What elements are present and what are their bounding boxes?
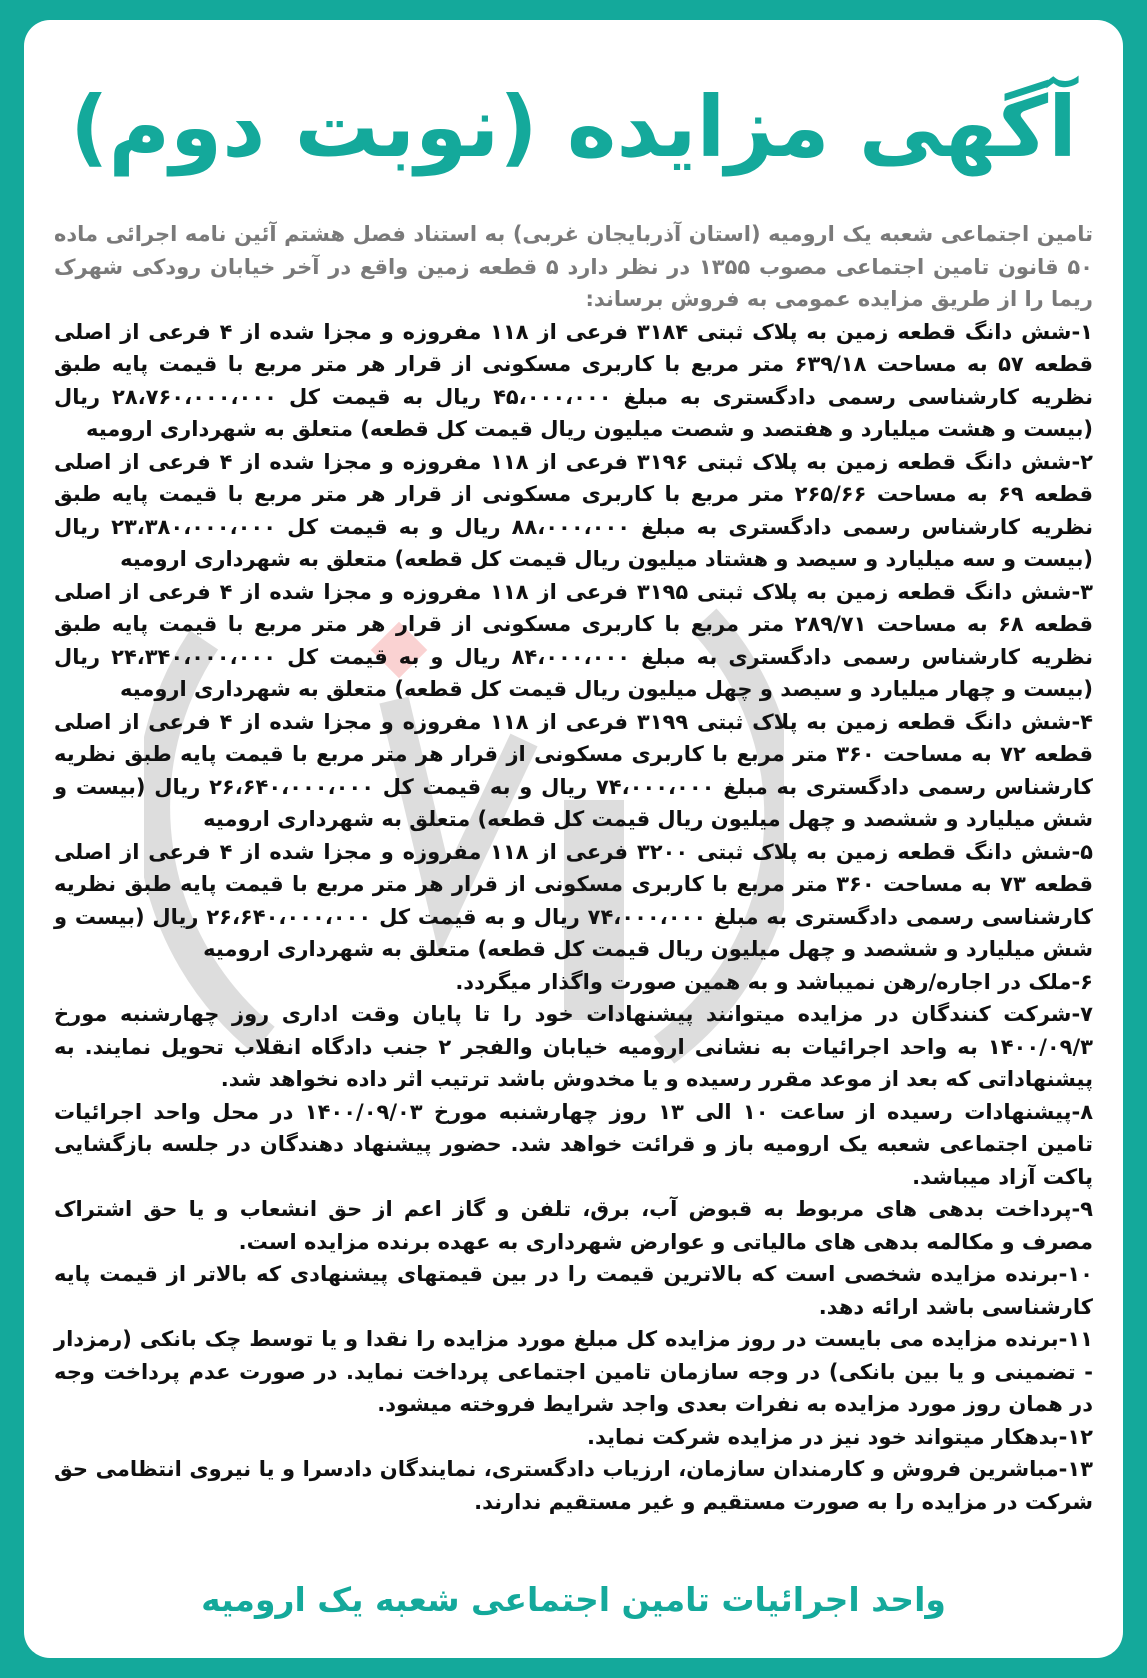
- list-item: ۶-ملک در اجاره/رهن نمیباشد و به همین صورت واگذار میگردد.: [455, 969, 1093, 994]
- list-item: ۹-پرداخت بدهی های مربوط به قبوض آب، برق، تلفن و گاز اعم از حق انشعاب و یا حق اشتراک مصرف و مکالمه بدهی های مالیاتی و عوارض شهرداری به عهده برنده مزایده است.: [54, 1197, 1093, 1254]
- list-item: ۵-شش دانگ قطعه زمین به پلاک ثبتی ۳۲۰۰ فرعی از ۱۱۸ مفروزه و مجزا شده از ۴ فرعی از اصلی قطعه ۷۳ به مساحت ۳۶۰ متر مربع با کاربری مسکونی از قرار هر متر مربع با قیمت پایه طبق نظریه کارشناسی رسمی دادگستری به مبلغ ۷۴،۰۰۰،۰۰۰ ریال و به قیمت کل ۲۶،۶۴۰،۰۰۰،۰۰۰ ریال (بیست و شش میلیارد و ششصد و چهل میلیون ریال قیمت کل قطعه) متعلق به شهرداری ارومیه: [54, 839, 1093, 961]
- list-item: ۱-شش دانگ قطعه زمین به پلاک ثبتی ۳۱۸۴ فرعی از ۱۱۸ مفروزه و مجزا شده از ۴ فرعی از اصلی قطعه ۵۷ به مساحت ۶۳۹/۱۸ متر مربع با کاربری مسکونی از قرار هر متر مربع با قیمت پایه طبق نظریه کارشناسی رسمی دادگستری به مبلغ ۴۵،۰۰۰،۰۰۰ ریال به قیمت کل ۲۸،۷۶۰،۰۰۰،۰۰۰ ریال (بیست و هشت میلیارد و هفتصد و شصت میلیون ریال قیمت کل قطعه) متعلق به شهرداری ارومیه: [54, 319, 1093, 441]
- intro-paragraph: تامین اجتماعی شعبه یک ارومیه (استان آذربایجان غربی) به استناد فصل هشتم آئین نامه اجرائی ماده ۵۰ قانون تامین اجتماعی مصوب ۱۳۵۵ در نظر دارد ۵ قطعه زمین واقع در آخر خیابان رودکی شهرک ریما را از طریق مزایده عمومی به فروش برساند:: [54, 222, 1093, 311]
- page-title: آگهی مزایده (نوبت دوم): [70, 78, 1077, 176]
- list-item: ۲-شش دانگ قطعه زمین به پلاک ثبتی ۳۱۹۶ فرعی از ۱۱۸ مفروزه و مجزا شده از ۴ فرعی از اصلی قطعه ۶۹ به مساحت ۲۶۵/۶۶ متر مربع با کاربری مسکونی از قرار هر متر مربع با قیمت پایه طبق نظریه کارشناس رسمی دادگستری به مبلغ ۸۸،۰۰۰،۰۰۰ ریال و به قیمت کل ۲۳،۳۸۰،۰۰۰،۰۰۰ ریال (بیست و سه میلیارد و سیصد و هشتاد میلیون ریال قیمت کل قطعه) متعلق به شهرداری ارومیه: [54, 449, 1093, 571]
- list-item: ۴-شش دانگ قطعه زمین به پلاک ثبتی ۳۱۹۹ فرعی از ۱۱۸ مفروزه و مجزا شده از ۴ فرعی از اصلی قطعه ۷۲ به مساحت ۳۶۰ متر مربع با کاربری مسکونی از قرار هر متر مربع با قیمت پایه طبق نظریه کارشناس رسمی دادگستری به مبلغ ۷۴،۰۰۰،۰۰۰ ریال و به قیمت کل ۲۶،۶۴۰،۰۰۰،۰۰۰ ریال (بیست و شش میلیارد و ششصد و چهل میلیون ریال قیمت کل قطعه) متعلق به شهرداری ارومیه: [54, 709, 1093, 831]
- notice-body: [54, 218, 1093, 1518]
- list-item: ۸-پیشنهادات رسیده از ساعت ۱۰ الی ۱۳ روز چهارشنبه مورخ ۱۴۰۰/۰۹/۰۳ در محل واحد اجرائیات تامین اجتماعی شعبه یک ارومیه باز و قرائت خواهد شد. حضور پیشنهاد دهندگان در جلسه بازگشایی پاکت آزاد میباشد.: [54, 1099, 1094, 1189]
- auction-notice: [24, 20, 1123, 1658]
- list-item: ۷-شرکت کنندگان در مزایده میتوانند پیشنهادات خود را تا پایان وقت اداری روز چهارشنبه مورخ ۱۴۰۰/۰۹/۳ به واحد اجرائیات به نشانی ارومیه خیابان والفجر ۲ جنب دادگاه انقلاب تحویل نمایند. به پیشنهاداتی که بعد از موعد مقرر رسیده و یا مخدوش باشد ترتیب اثر داده نخواهد شد.: [54, 1002, 1093, 1091]
- list-item: ۱۳-مباشرین فروش و کارمندان سازمان، ارزیاب دادگستری، نمایندگان دادسرا و یا نیروی انتظامی حق شرکت در مزایده را به صورت مستقیم و غیر مستقیم ندارند.: [54, 1457, 1093, 1514]
- list-item: ۱۰-برنده مزایده شخصی است که بالاترین قیمت را در بین قیمتهای پیشنهادی که بالاتر از قیمت پایه کارشناسی باشد ارائه دهد.: [54, 1262, 1093, 1319]
- list-item: ۱۱-برنده مزایده می بایست در روز مزایده کل مبلغ مورد مزایده را نقدا و یا توسط چک بانکی (رمزدار - تضمینی و یا بین بانکی) در وجه سازمان تامین اجتماعی پرداخت نماید. در صورت عدم پرداخت وجه در همان روز مورد مزایده به نفرات بعدی واجد شرایط فروخته میشود.: [54, 1327, 1093, 1416]
- list-item: ۱۲-بدهکار میتواند خود نیز در مزایده شرکت نماید.: [587, 1424, 1093, 1449]
- list-item: ۳-شش دانگ قطعه زمین به پلاک ثبتی ۳۱۹۵ فرعی از ۱۱۸ مفروزه و مجزا شده از ۴ فرعی از اصلی قطعه ۶۸ به مساحت ۲۸۹/۷۱ متر مربع با کاربری مسکونی از قرار هر متر مربع با قیمت پایه طبق نظریه کارشناس رسمی دادگستری به مبلغ ۸۴،۰۰۰،۰۰۰ ریال و به قیمت کل ۲۴،۳۴۰،۰۰۰،۰۰۰ ریال (بیست و چهار میلیارد و سیصد و چهل میلیون ریال قیمت کل قطعه) متعلق به شهرداری ارومیه: [54, 579, 1093, 701]
- issuer-signature: واحد اجرائیات تامین اجتماعی شعبه یک ارومیه: [201, 1580, 946, 1619]
